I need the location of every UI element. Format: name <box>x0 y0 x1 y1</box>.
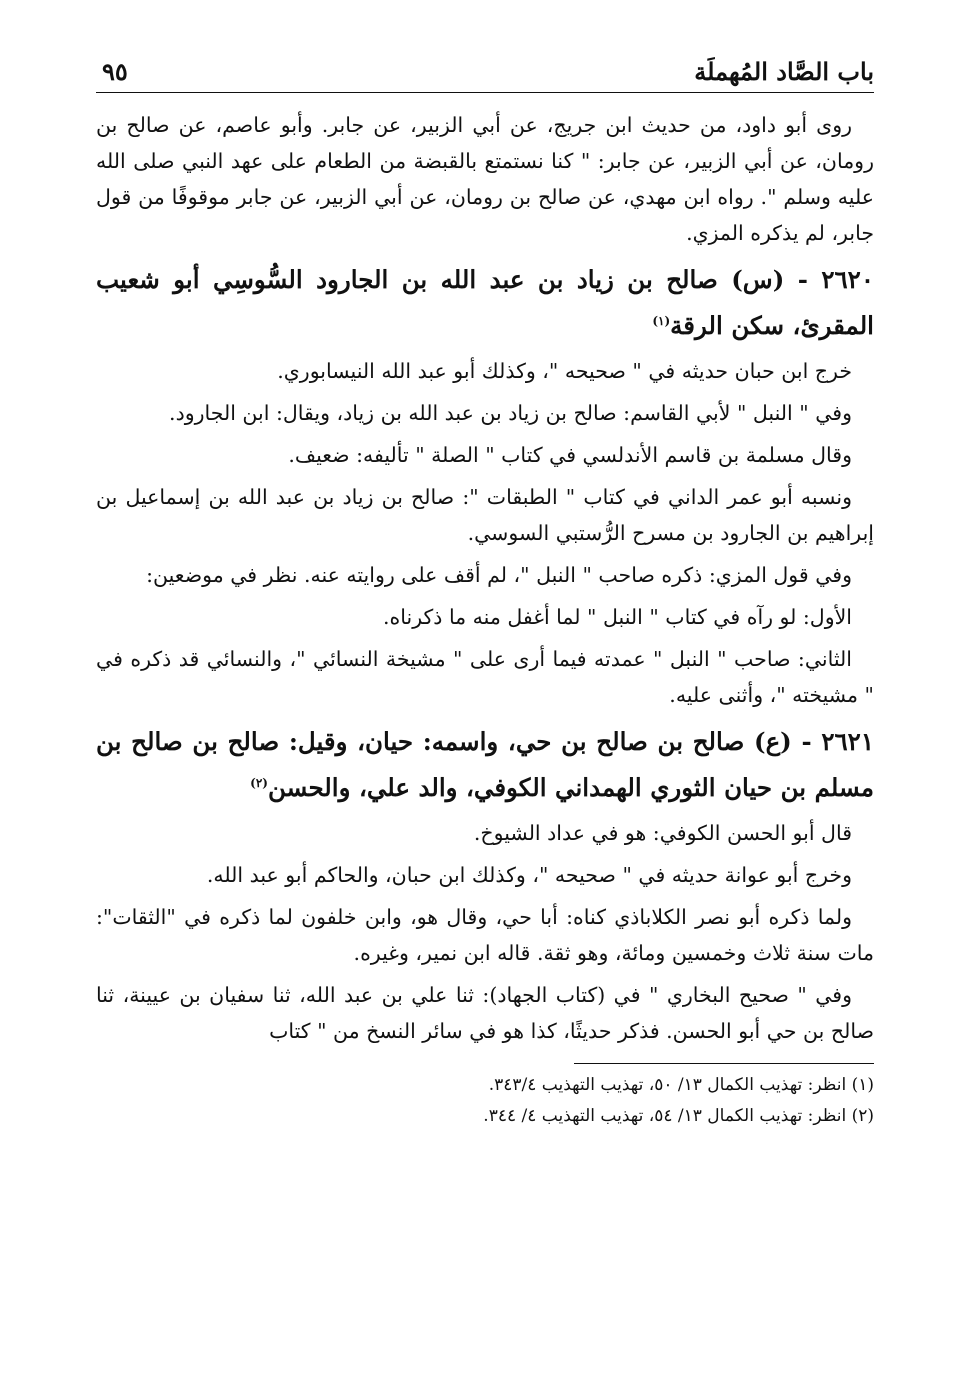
footnote-1: (١) انظر: تهذيب الكمال ١٣/ ٥٠، تهذيب التهذيب ٣٤٣/٤. <box>488 1075 874 1095</box>
paragraph: وخرج أبو عوانة حديثه في " صحيحه "، وكذلك ابن حبان، والحاكم أبو عبد الله. <box>206 863 852 887</box>
paragraph: وفي " صحيح البخاري " في (كتاب الجهاد): ثنا علي بن عبد الله، ثنا سفيان بن عيينة، ثنا صالح بن حي أبو الحسن. فذكر حديثًا، كذا هو في سائر النسخ من " كتاب <box>96 983 874 1043</box>
page-header <box>96 48 874 93</box>
paragraph: الثاني: صاحب " النبل " عمدته فيما أرى على " مشيخة النسائي "، والنسائي قد ذكره في " مشيخته "، وأثنى عليه. <box>96 647 874 707</box>
footnote-2: (٢) انظر: تهذيب الكمال ١٣/ ٥٤، تهذيب التهذيب ٤/ ٣٤٤. <box>483 1106 874 1126</box>
footnotes <box>96 1063 874 1132</box>
footnote-ref-1: (١) <box>652 313 671 328</box>
paragraph: وفي " النبل " لأبي القاسم: صالح بن زياد بن عبد الله بن زياد، ويقال: ابن الجارود. <box>169 401 852 425</box>
paragraph: روى أبو داود، من حديث ابن جريج، عن أبي الزبير، عن جابر. وأبو عاصم، عن صالح بن رومان، عن أبي الزبير، عن جابر: " كنا نستمتع بالقبضة من الطعام على عهد النبي صلى الله عليه وسلم ". رواه ابن مهدي، عن صالح بن رومان، عن أبي الزبير، عن جابر موقوفًا من قول جابر، لم يذكره المزي. <box>96 113 874 245</box>
entry-heading-text: ٢٦٢٠ - (س) صالح بن زياد بن عبد الله بن الجارود السُّوسِي أبو شعيب المقرئ، سكن الرقة <box>96 265 874 340</box>
paragraph: قال أبو الحسن الكوفي: هو في عداد الشيوخ. <box>473 821 852 845</box>
footnote-divider <box>574 1063 874 1064</box>
entry-heading-text: ٢٦٢١ - (ع) صالح بن صالح بن حي، واسمه: حيان، وقيل: صالح بن صالح بن مسلم بن حيان الثوري الهمداني الكوفي، والد علي، والحسن <box>96 727 874 802</box>
book-page <box>96 48 874 1132</box>
page-body <box>96 107 874 1049</box>
paragraph: خرج ابن حبان حديثه في " صحيحه "، وكذلك أبو عبد الله النيسابوري. <box>277 359 852 383</box>
chapter-title: باب الصَّاد المُهملَة <box>694 57 874 86</box>
paragraph: وفي قول المزي: ذكره صاحب " النبل "، لم أقف على روايته عنه. نظر في موضعين: <box>146 563 852 587</box>
paragraph: الأول: لو رآه في كتاب " النبل " لما أغفل منه ما ذكرناه. <box>383 605 852 629</box>
page-number: ٩٥ <box>102 57 128 86</box>
footnote-ref-2: (٢) <box>250 775 268 790</box>
paragraph: ونسبه أبو عمر الداني في كتاب " الطبقات ": صالح بن زياد بن عبد الله بن إسماعيل بن إبراهيم بن الجارود بن مسرح الرُّستبي السوسي. <box>96 485 874 545</box>
paragraph: ولما ذكره أبو نصر الكلاباذي كناه: أبا حي، وقال هو، وابن خلفون لما ذكره في "الثقات": مات سنة ثلاث وخمسين ومائة، وهو ثقة. قاله ابن نمير، وغيره. <box>96 905 874 965</box>
entry-heading-2620 <box>96 257 874 349</box>
paragraph: وقال مسلمة بن قاسم الأندلسي في كتاب " الصلة " تأليفه: ضعيف. <box>288 443 852 467</box>
entry-heading-2621 <box>96 719 874 811</box>
